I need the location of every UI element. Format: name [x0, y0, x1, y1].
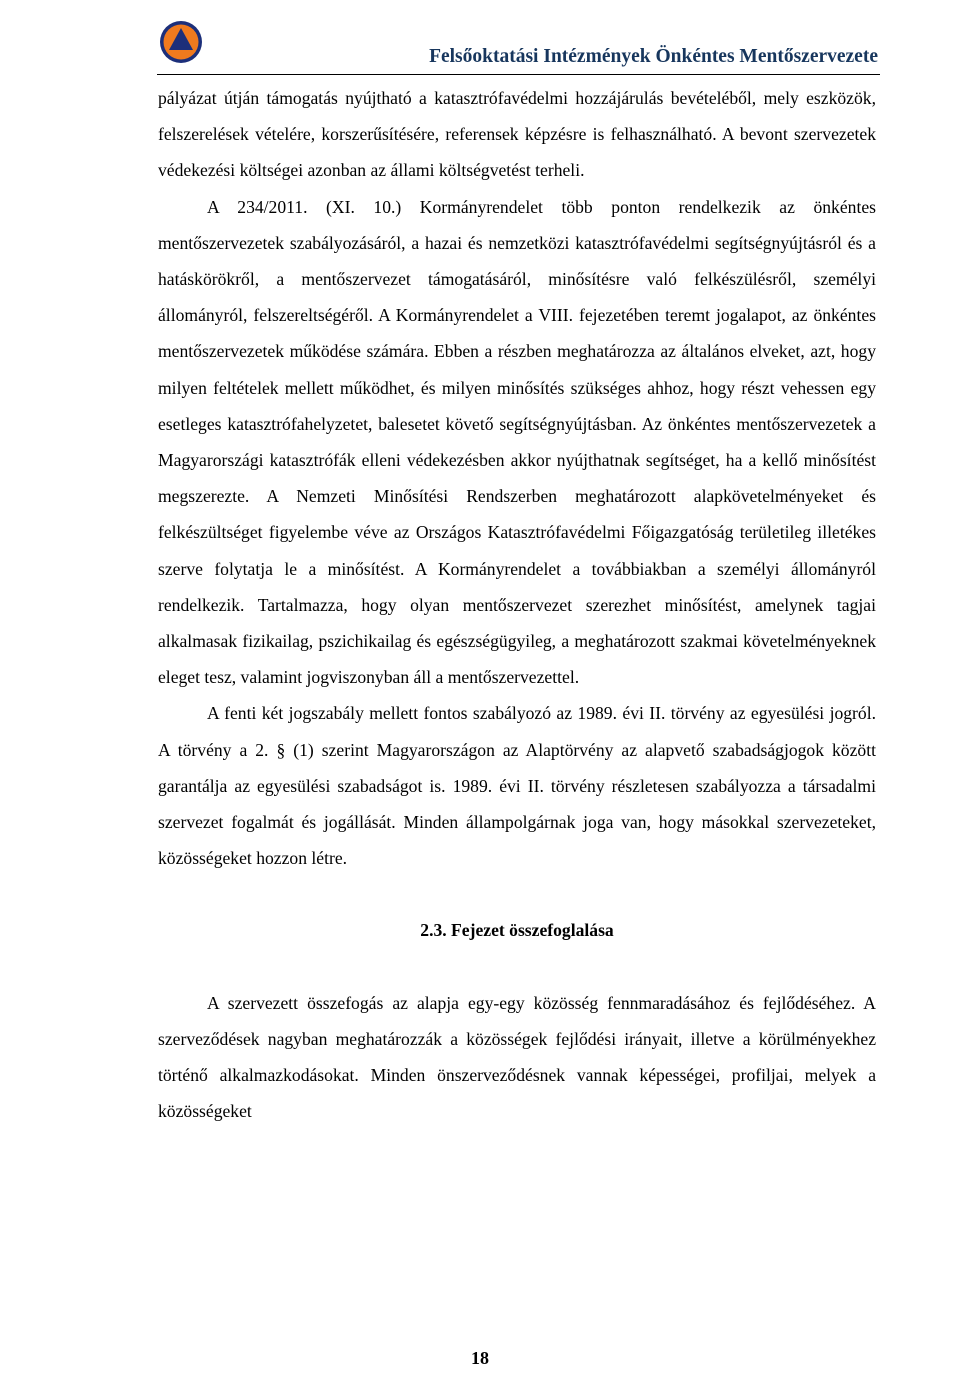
page-number: 18 — [471, 1348, 489, 1368]
section-heading: 2.3. Fejezet összefoglalása — [420, 920, 614, 941]
paragraph-government-decree: A 234/2011. (XI. 10.) Kormányrendelet több ponton rendelkezik az önkéntes mentőszervezetek szabályozásáról, a hazai és nemzetközi katasztrófavédelmi segítségnyújtásról és a hatáskörökről, a mentőszervezet támogatásáról, minősítésre való felkészülésről, személyi állományról, felszereltségéről. A Kormányrendelet a VIII. fejezetében teremt jogalapot, az önkéntes mentőszervezetek működése számára. Ebben a részben meghatározza az általános elveket, azt, hogy milyen feltételek mellett működhet, és milyen minősítés szükséges ahhoz, hogy részt vehessen egy esetleges katasztrófahelyzetet, balesetet követő segítségnyújtásban. Az önkéntes mentőszervezetek a Magyarországi katasztrófák elleni védekezésben akkor nyújthatnak segítséget, ha a kellő minősítést megszerezte. A Nemzeti Minősítési Rendszerben meghatározott alapkövetelményeket és felkészültséget figyelembe véve az Országos Katasztrófavédelmi Főigazgatóság területileg illetékes szerve folytatja le a minősítést. A Kormányrendelet a továbbiakban a személyi állományról rendelkezik. Tartalmazza, hogy olyan mentőszervezet szerezhet minősítést, amelynek tagjai alkalmasak fizikailag, pszichikailag és egészségügyileg, a meghatározott szakmai követelményeknek eleget tesz, valamint jogviszonyban áll a mentőszervezettel. — [158, 196, 876, 688]
paragraph-summary: A szervezett összefogás az alapja egy-egy közösség fennmaradásához és fejlődéséhez. A szerveződések nagyban meghatározzák a közösségek fejlődési irányait, illetve a körülményekhez történő alkalmazkodásokat. Minden önszerveződésnek vannak képességei, profiljai, melyek a közösségeket — [158, 992, 876, 1122]
page-header — [0, 0, 960, 80]
paragraph-continuation: pályázat útján támogatás nyújtható a katasztrófavédelmi hozzájárulás bevételéből, mely eszközök, felszerelések vételére, korszerűsítésére, referensek képzésre is felhasználható. A bevont szervezetek védekezési költségei azonban az állami költségvetést terheli. — [158, 88, 876, 181]
header-title: Felsőoktatási Intézmények Önkéntes Mentőszervezete — [429, 46, 878, 67]
paragraph-association-law: A fenti két jogszabály mellett fontos szabályozó az 1989. évi II. törvény az egyesülési jogról. A törvény a 2. § (1) szerint Magyarországon az Alaptörvény az alapvető szabadságjogok között garantálja az egyesülési szabadságot is. 1989. évi II. törvény részletesen szabályozza a társadalmi szervezet fogalmát és jogállását. Minden állampolgárnak joga van, hogy másokkal szervezeteket, közösségeket hozzon létre. — [158, 703, 876, 869]
civil-defence-logo-icon — [159, 20, 203, 64]
header-divider — [157, 74, 880, 75]
spacer — [158, 949, 876, 985]
spacer — [158, 876, 876, 912]
document-body — [158, 80, 876, 1129]
